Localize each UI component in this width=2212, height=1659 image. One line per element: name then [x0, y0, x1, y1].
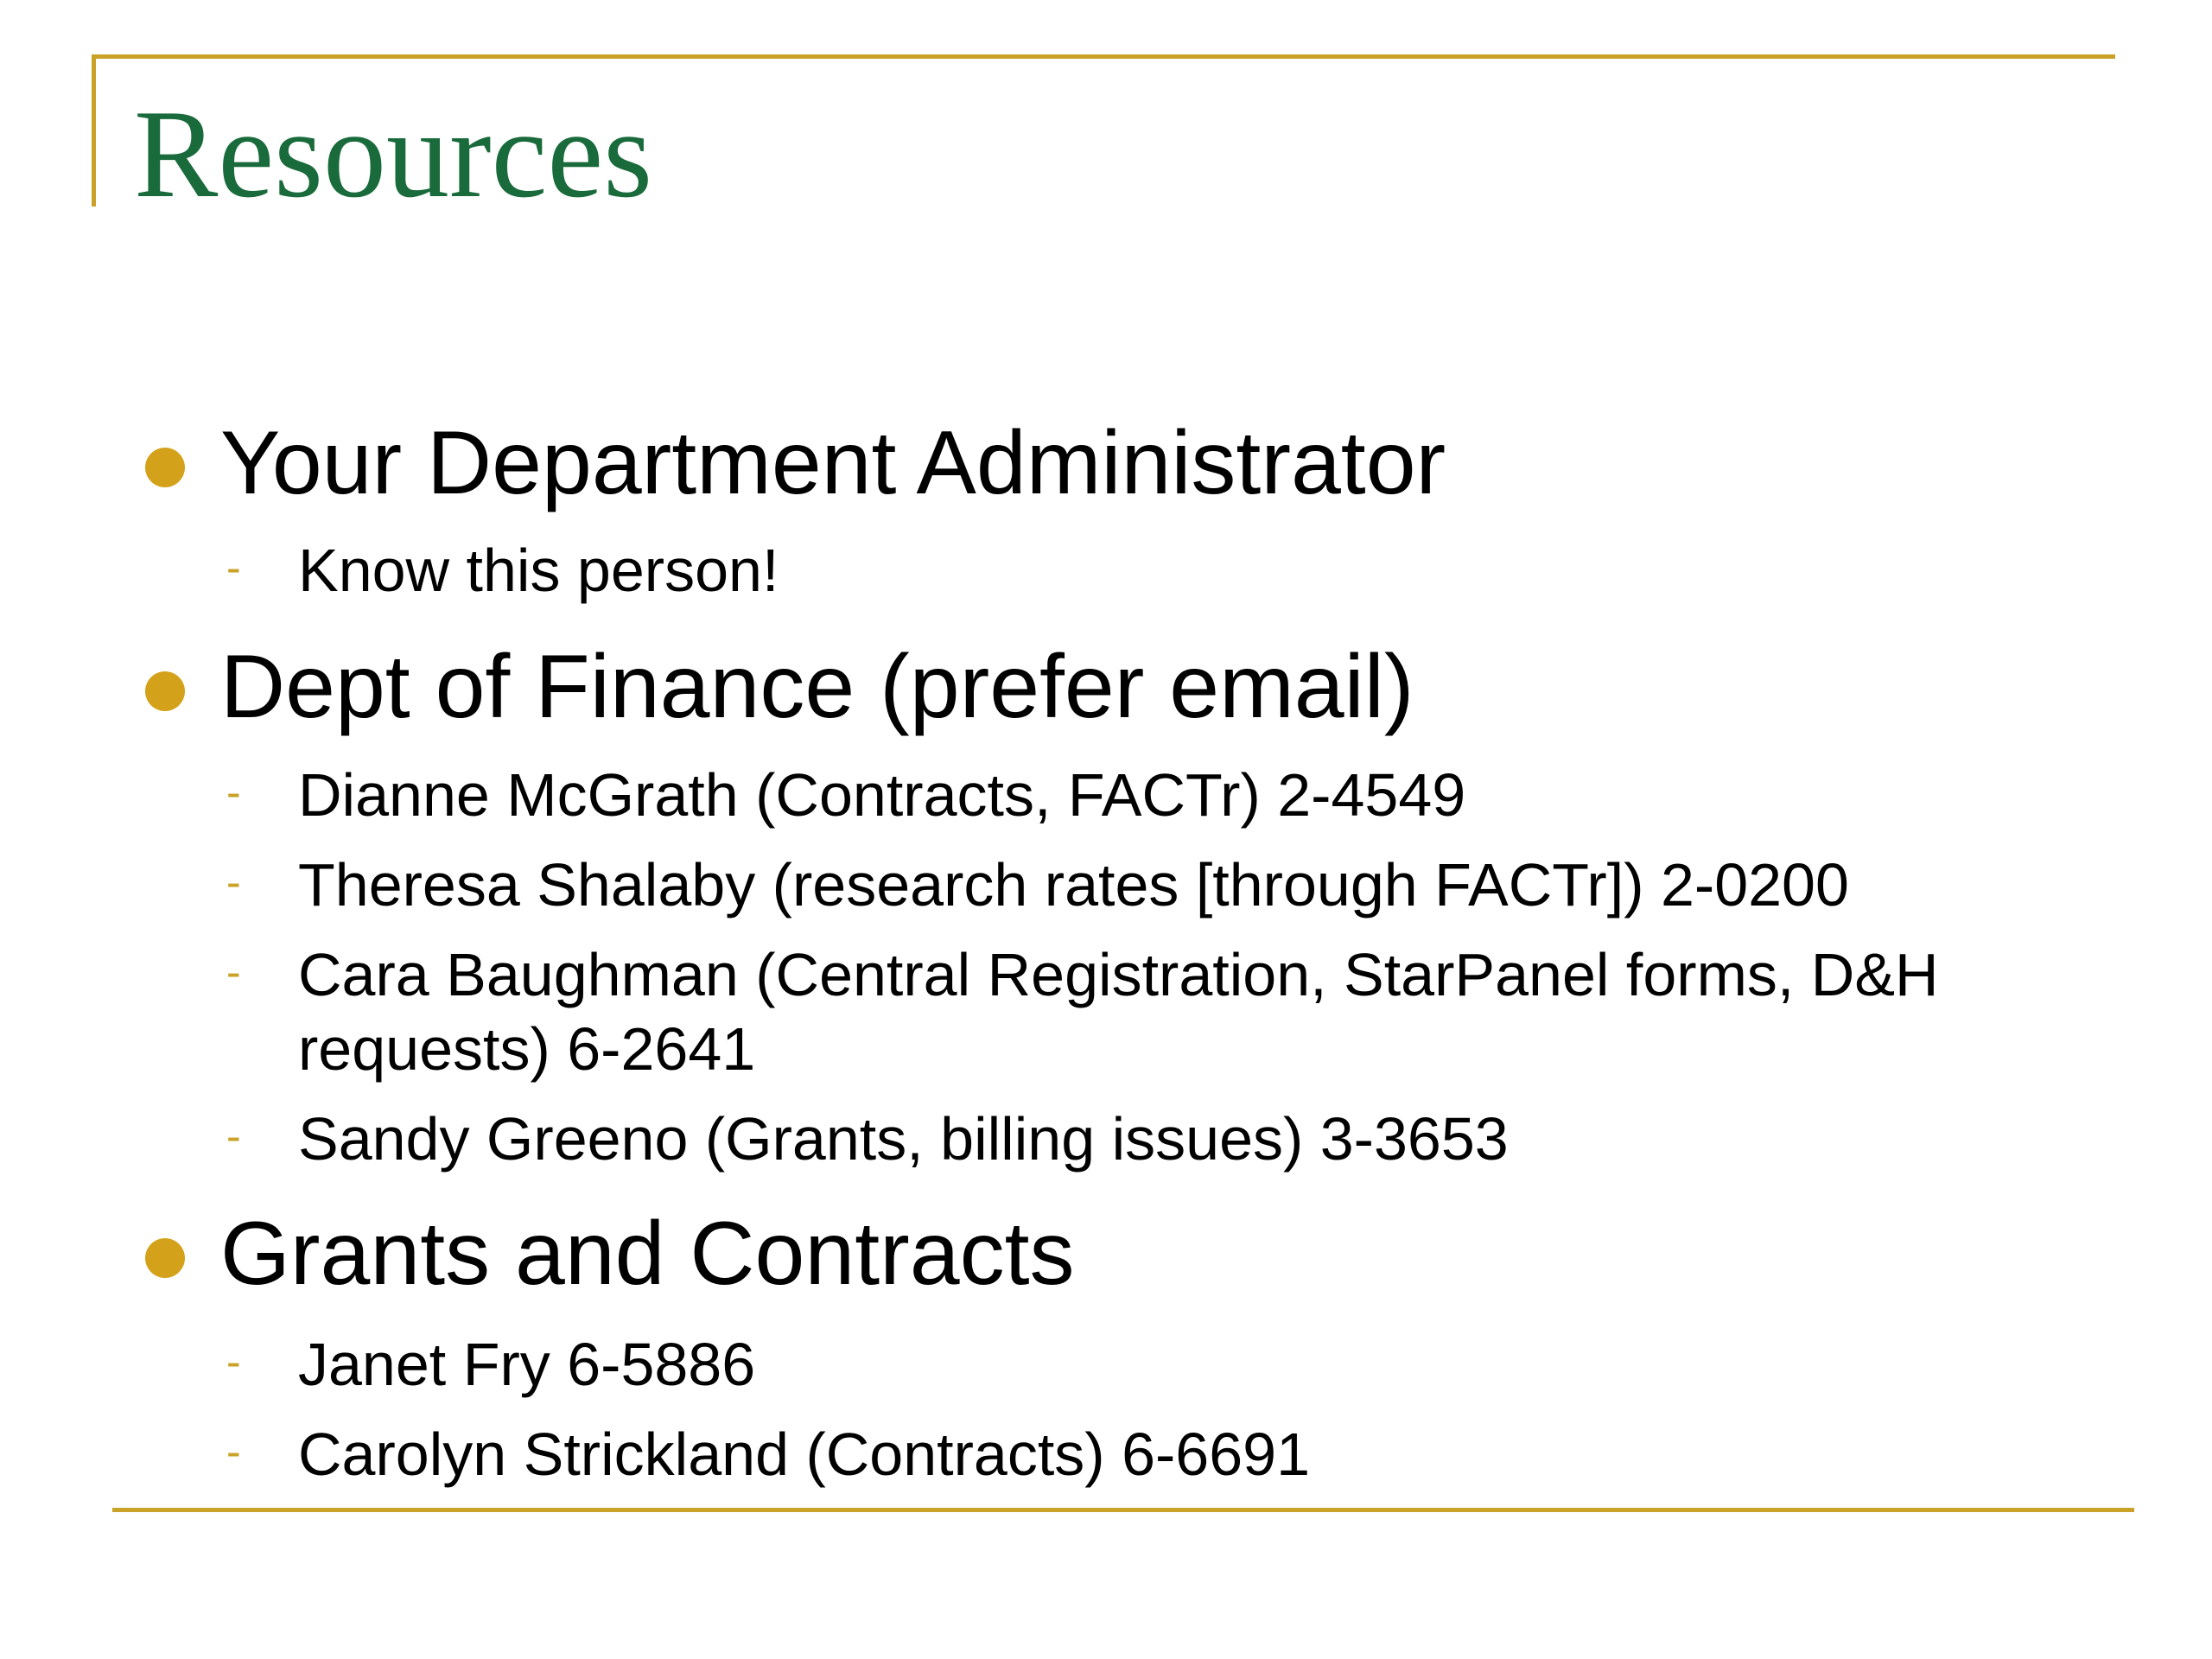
dash-icon: - [226, 858, 241, 906]
sub-bullet-text: Dianne McGrath (Contracts, FACTr) 2-4549 [298, 761, 1466, 829]
sub-bullet-text: Janet Fry 6-5886 [298, 1331, 756, 1398]
dash-icon: - [226, 948, 241, 996]
sub-bullet-text: Carolyn Strickland (Contracts) 6-6691 [298, 1421, 1311, 1488]
dash-icon: - [226, 768, 241, 817]
dash-icon: - [226, 1338, 241, 1386]
dash-icon: - [226, 543, 241, 592]
title-frame-left-rule [92, 54, 96, 207]
bullet-dot-icon [145, 671, 185, 711]
title-frame-top-rule [92, 54, 2115, 59]
bullet-text: Dept of Finance (prefer email) [220, 637, 1414, 737]
sub-bullet-text: Know this person! [298, 537, 779, 604]
bottom-rule [112, 1508, 2134, 1512]
slide-title: Resources [134, 84, 653, 224]
bullet-text: Your Department Administrator [220, 413, 1446, 513]
sub-bullet-text: Cara Baughman (Central Registration, StarPanel forms, D&H requests) 6-2641 [298, 941, 1939, 1083]
bullet-dot-icon [145, 1238, 185, 1278]
sub-bullet-text: Sandy Greeno (Grants, billing issues) 3-3653 [298, 1105, 1509, 1173]
bullet-dot-icon [145, 448, 185, 487]
sub-bullet-text: Theresa Shalaby (research rates [through FACTr]) 2-0200 [298, 851, 1849, 918]
dash-icon: - [226, 1427, 241, 1476]
dash-icon: - [226, 1112, 241, 1160]
bullet-text: Grants and Contracts [220, 1204, 1075, 1304]
